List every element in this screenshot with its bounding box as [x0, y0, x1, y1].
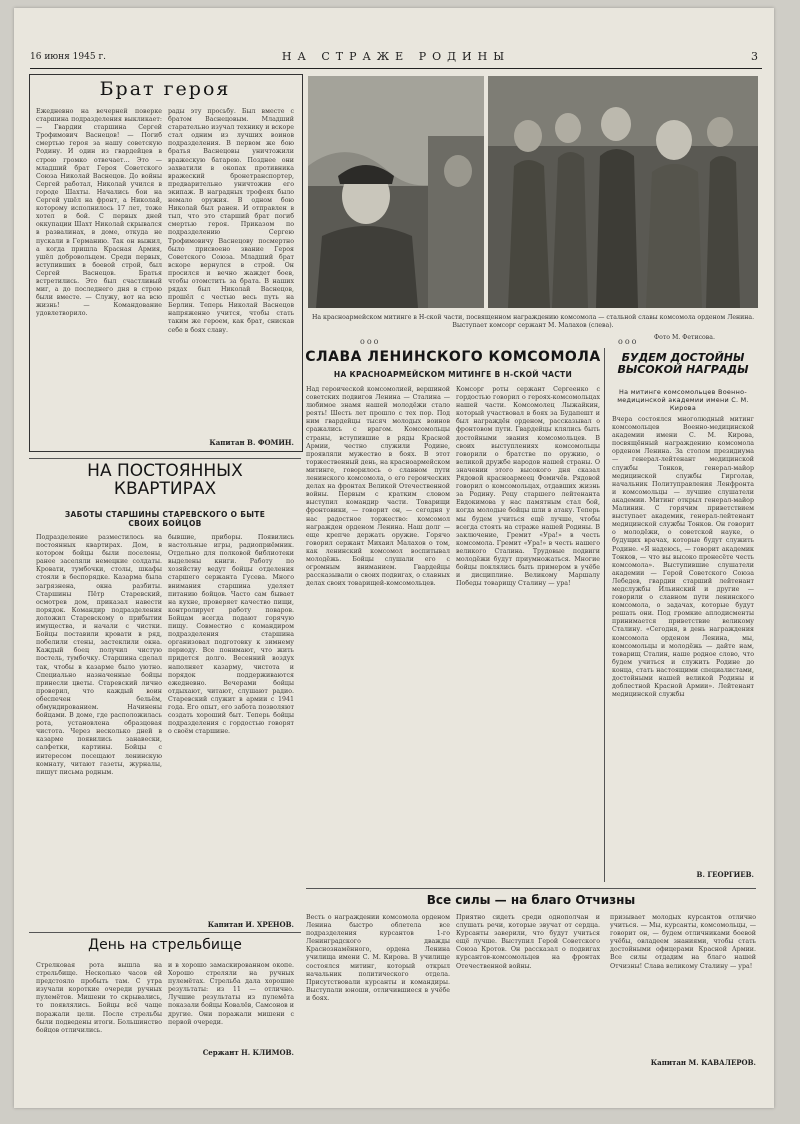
vse-sily-headline: Все силы — на благо Отчизны — [426, 893, 636, 907]
photo-right — [488, 76, 758, 308]
page-number: 3 — [751, 50, 758, 63]
slava-col2: Комсорг роты сержант Сергеенко с гордостью говорил о героях-комсомольцах нашей части. Комсомолец Лыжайкин, который участвовал в боях за Будапешт и был награждён орденом, рассказывал о фронтовом пути. Гвардейцы клялись быть достойными звания комсомольцев. В своих выступлениях комсомольцы говорили о братстве по оружию, о великой дружбе народов нашей страны. О значении этого высокого дня сказал Рядовой красноармеец Фомичёв. Рядовой говорил о комсомольцах, отдавших жизнь за Родину. Рецу старшего лейтенанта Евдокимова у нас памятным стал бой, когда молодые бойцы шли в атаку. Теперь мы будем учиться ещё лучше, чтобы всегда стоять на страже нашей Родины. В заключение, Гремит «Ура!» в честь комсомола. Гремит «Ура!» в честь нашего великого Сталина. Трудовые подвиги молодёжи будут приумножаться. Многие бойцы поклялись быть примером в учёбе и дисциплине. Великому Маршалу Победы товарищу Сталину — ура! — [456, 386, 600, 588]
budem-body: Вчера состоялся многолюдный митинг комсомольцев Военно-медицинской академии имени С. М. Кирова, посвящённый награждению комсомола орденом Ленина. За столом президиума — генерал-лейтенант медицинской службы Тонков, генерал-майор медицинской службы Гирголав, начальник Политуправления Ленфронта и комсомольцы — лучшие слушатели академии. Митинг открыл генерал-майор Малинин. С горячим приветствием выступает академик, генерал-лейтенант медицинской службы Тонков. Он говорит о молодёжи, о советской науке, о будущих врачах, которые будут служить Родине. «Я надеюсь, — говорит академик Тонков, — что вы высоко пронесёте честь комсомола». Выступившие слушатели академии — Герой Советского Союза Лебедев, гвардии старший лейтенант медслужбы Ильинский и другие — говорили о славном пути ленинского комсомола, о задачах, которые будут решать они. Под громкие аплодисменты принимается приветствие великому Сталину. «Сегодня, в день награждения комсомола орденом Ленина, мы, комсомольцы и молодёжь — дайте нам, товарищ Сталин, наше родное слово, что будем учиться и служить Родине до конца, стать настоящими специалистами, достойными нашей великой Родины и доблестной Красной Армии». Лейтенант медицинской службы — [612, 416, 754, 699]
kvartiry-col2: бывшие, приборы. Появились настольные игры, радиоприёмник. Отдельно для полковой библиотеки выделены книги. Работу по хозяйству ведут бойцы отделения старшего сержанта Гусева. Много внимания старшина уделяет питанию бойцов. Часто сам бывает на кухне, проверяет качество пищи, контролирует работу поваров. Бойцам всегда подают горячую пищу. Совместно с командиром подразделения старшина организовал подготовку к зимнему периоду. Все понимают, что жить придется долго. Весенний воздух наполняет казарму, чистота и порядок поддерживаются ежедневно. Вечерами бойцы отдыхают, читают, слушают радио. Старевский служит в армии с 1941 года. Его опыт, его забота позволяют создать хороший быт. Теперь бойцы подразделения с гордостью говорят о своём старшине. — [168, 534, 294, 736]
vse-sily-signature: Капитан М. КАВАЛЕРОВ. — [650, 1058, 756, 1067]
section-rule-2 — [29, 932, 301, 933]
photo-caption: На красноармейском митинге в Н-ской части, посвященном награждению комсомола — стальной славы комсомола орденом Ленина. Выступает комсорг сержант М. Малахов (слева). — [311, 314, 755, 329]
brat-geroya-signature: Капитан В. ФОМИН. — [209, 438, 294, 447]
separator-dots-2: ооо — [618, 337, 639, 346]
slava-col1: Над героической комсомолией, вершиной советских подвигов Ленина — Сталина — любимое знамя нашей молодёжи стало реять! Шесть лет прошло с тех пор. Под ним гвардейцы тысяч молодых воинов сражались с врагом. Комсомольцы страны, вступившие в ряды Красной Армии, честно служили Родине, проявляли мужество в боях. В этот торжественный день, на красноармейском митинге, говорилось о славном пути ленинского комсомола, о его героических делах на фронтах Великой Отечественной войны. Первым с кратким словом выступил командир части. Товарищи фронтовики, — говорит он, — сегодня у нас радостное торжество: комсомол награжден орденом Ленина. Наш долг — еще крепче держать оружие. Горячо говорил сержант Михаил Малахов о том, как ленинский комсомол воспитывал молодёжь. Бойцы слушали его с огромным вниманием. Гвардейцы рассказывали о своих подвигах, о славных делах своих товарищей-комсомольцев. — [306, 386, 450, 588]
vse-sily-col2: Приятно сидеть среди однополчан и слушать речи, которые звучат от сердца. Курсанты заверили, что будут учиться ещё лучше. Выступил Герой Советского Союза Кротов. Он рассказал о подвигах курсантов-комсомольцев на фронтах Отечественной войны. — [456, 914, 600, 970]
issue-date: 16 июня 1945 г. — [30, 52, 107, 62]
photo-left — [308, 76, 484, 308]
vse-sily-col1: Весть о награждении комсомола орденом Ленина быстро облетела все подразделения курсантов 1-го Ленинградского дважды Краснознамённого, ордена Ленина училища имени С. М. Кирова. В училище состоялся митинг, который открыл начальник политического отдела. Присутствовали курсанты и командиры. Выступали юноши, отличившиеся в учёбе и боях. — [306, 914, 450, 1002]
newspaper-page — [14, 8, 774, 1108]
section-rule-1 — [29, 458, 301, 459]
brat-geroya-col2: рады эту просьбу. Был вместе с братом Васнецовым. Младший старательно изучал технику и вскоре стал одним из лучших воинов подразделения. В первом же бою братья Васнецовы уничтожили вражескую батарею. Позднее они захватили в окопах противника вражеский бронетранспортер, предварительно уничтожив его экипаж. В наградных трофеях было немало оружия. В одном бою Николай был ранен. И отправлен в тыл, что это старший брат погиб смертью героя. Приказом по подразделению Сергею Трофимовичу Васнецову посмертно было присвоено звание Героя Советского Союза. Младший брат вскоре вернулся в строй. Он просился и вечно жаждет боев, чтобы отомстить за брата. В наших рядах был Николай Васнецов, прошёл с честью весь путь на Берлин. Теперь Николай Васнецов напряженно учится, чтобы стать таким же героем, как брат, снискав себе в боях славу. — [168, 108, 294, 334]
budem-signature: В. ГЕОРГИЕВ. — [696, 870, 754, 879]
strelbishche-signature: Сержант Н. КЛИМОВ. — [202, 1048, 294, 1057]
strelbishche-col1: Стрелковая рота вышла на стрельбище. Несколько часов ей предстояло пробыть там. С утра изучали короткие очереди ручных пулемётов. Мишени то скрывались, то появлялись. Бойцы всё чаще поражали цели. После стрельбы были подведены итоги. Большинство бойцов отличились. — [36, 962, 162, 1034]
strelbishche-headline: День на стрельбище — [88, 937, 242, 953]
budem-headline: БУДЕМ ДОСТОЙНЫ ВЫСОКОЙ НАГРАДЫ — [617, 351, 749, 376]
kvartiry-headline: НА ПОСТОЯННЫХ КВАРТИРАХ — [87, 461, 243, 499]
page-header — [30, 48, 762, 69]
section-rule-3 — [306, 888, 756, 889]
photo-credit: Фото М. Фетисова. — [654, 334, 715, 341]
slava-subtitle: НА КРАСНОАРМЕЙСКОМ МИТИНГЕ В Н-СКОЙ ЧАСТИ — [333, 370, 573, 379]
kvartiry-subtitle: ЗАБОТЫ СТАРШИНЫ СТАРЕВСКОГО О БЫТЕ СВОИХ БОЙЦОВ — [64, 510, 266, 529]
strelbishche-col2: и в хорошо замаскированном окопе. Хорошо стреляли на ручных пулемётах. Стрельба дала хорошие результаты: из 11 — отлично. Лучшие результаты из пулемёта показали бойцы Ковалёв, Самсонов и другие. Они поражали мишени с первой очереди. — [168, 962, 294, 1026]
brat-geroya-headline: Брат героя — [99, 78, 231, 100]
kvartiry-col1: Подразделение разместилось на постоянных квартирах. Дом, в котором бойцы были поселены, ранее заселяли немецкие солдаты. Кровати, тумбочки, столы, шкафы стояли в беспорядке. Казарма была загрязнена, окна разбиты. Старшины Пётр Старевский, осмотрев дом, приказал навести порядок. Командир подразделения доложил Старевскому о прибытии имущества, и начали с чистки. Бойцы поставили кровати в ряд, побелили стены, застеклили окна. Каждый боец получил чистую постель, тумбочку. Старшина сделал так, чтобы в казарме было уютно. Специально назначенные бойцы принесли цветы. Старевский лично проверил, что каждый воин обеспечен бельём, обмундированием. Начинены бойцами. В доме, где расположилась рота, установлена образцовая чистота. Через несколько дней в казарме появились занавески, салфетки, картины. Бойцы с интересом посещают ленинскую комнату, читают газеты, журналы, пишут письма родным. — [36, 534, 162, 776]
separator-dots-1: ооо — [360, 337, 381, 346]
photo-right-image — [488, 76, 758, 308]
slava-headline: СЛАВА ЛЕНИНСКОГО КОМСОМОЛА — [305, 349, 601, 365]
brat-geroya-col1: Ежедневно на вечерней поверке старшина подразделения выкликает: — Гвардии старшина Сергей Трофимович Васнецов! — Погиб смертью героя за нашу советскую Родину. И один из гвардейцев в строю громко отвечает… Это — младший брат Героя Советского Союза Николай Васнецов. До войны Сергей работал, Николай учился в городе Шахты. Начались бои на Сергей ушёл на фронт, а Николай, которому исполнилось 17 лет, тоже хотел в бой. С первых дней оккупации Шахт Николай скрывался в развалинах, в доме, откуда не пускали в Германию. Так он выжил, а когда пришла Красная Армия, ушёл добровольцем. Среди первых, вступивших в боевой строй, был Сергей Васнецов. Братья встретились. Это был счастливый миг, а до последнего дня в строю были вместе. — Служу, вот на всю жизнь! — Командование удовлетворило. — [36, 108, 162, 318]
newspaper-title: НА СТРАЖЕ РОДИНЫ — [281, 50, 511, 63]
budem-intro: На митинге комсомольцев Военно-медицинской академии имени С. М. Кирова — [617, 388, 749, 412]
photo-left-image — [308, 76, 484, 308]
column-rule — [604, 348, 605, 882]
vse-sily-col3: призывает молодых курсантов отлично учиться. — Мы, курсанты, комсомольцы, — говорит он, — будем отличниками боевой учёбы, овладеем знаниями, чтобы стать достойными офицерами Красной Армии. Все силы отдадим на благо нашей Отчизны! Слава великому Сталину — ура! — [610, 914, 756, 970]
kvartiry-signature: Капитан И. ХРЕНОВ. — [207, 920, 294, 929]
